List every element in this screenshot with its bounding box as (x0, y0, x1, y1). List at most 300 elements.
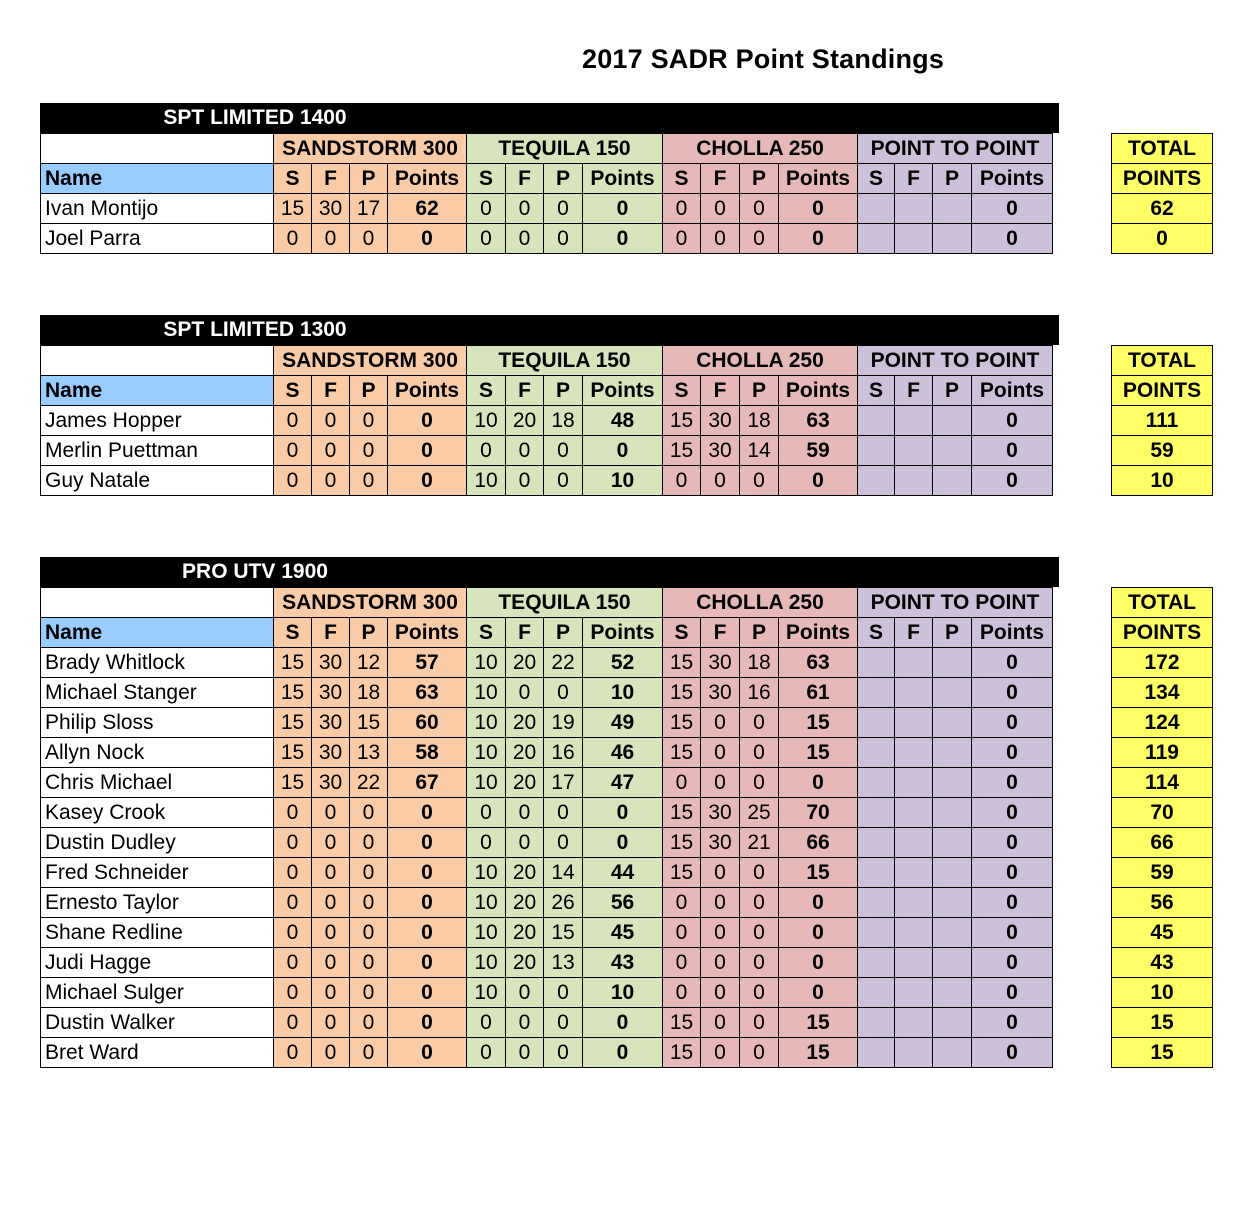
sandstorm-s-cell: 0 (274, 1008, 312, 1038)
total-points-table (1111, 587, 1213, 1068)
sandstorm-s-cell: 15 (274, 648, 312, 678)
total-row (1112, 678, 1213, 708)
point-to-point-p-cell (933, 708, 972, 738)
cholla-points-cell: 0 (779, 224, 858, 254)
f-column-header: F (701, 618, 740, 648)
point-to-point-points-cell: 0 (972, 888, 1053, 918)
table-row (41, 194, 1053, 224)
sandstorm-s-cell: 0 (274, 948, 312, 978)
cholla-points-cell: 0 (779, 888, 858, 918)
point-to-point-f-cell (895, 768, 933, 798)
table-row (41, 436, 1053, 466)
cholla-f-cell: 30 (701, 798, 740, 828)
point-to-point-p-cell (933, 918, 972, 948)
page-title: 2017 SADR Point Standings (582, 44, 945, 74)
total-row (1112, 738, 1213, 768)
cholla-p-cell: 0 (740, 224, 779, 254)
cholla-points-cell: 0 (779, 978, 858, 1008)
event-header-cholla: CHOLLA 250 (663, 588, 858, 618)
cholla-f-cell: 0 (701, 1008, 740, 1038)
point-to-point-f-cell (895, 436, 933, 466)
tequila-f-cell: 0 (506, 436, 544, 466)
total-points-cell: 45 (1112, 918, 1213, 948)
sandstorm-points-cell: 0 (388, 948, 467, 978)
sandstorm-f-cell: 0 (312, 406, 350, 436)
f-column-header: F (701, 164, 740, 194)
sandstorm-p-cell: 22 (350, 768, 388, 798)
racer-name: Fred Schneider (41, 858, 274, 888)
tequila-s-cell: 10 (467, 918, 506, 948)
cholla-p-cell: 16 (740, 678, 779, 708)
point-to-point-points-cell: 0 (972, 798, 1053, 828)
cholla-f-cell: 30 (701, 406, 740, 436)
point-to-point-p-cell (933, 978, 972, 1008)
tequila-f-cell: 20 (506, 406, 544, 436)
point-to-point-f-cell (895, 194, 933, 224)
total-points-table (1111, 133, 1213, 254)
point-to-point-s-cell (858, 648, 895, 678)
point-to-point-s-cell (858, 406, 895, 436)
total-points-cell: 10 (1112, 978, 1213, 1008)
point-to-point-f-cell (895, 978, 933, 1008)
tequila-points-cell: 47 (583, 768, 663, 798)
tequila-points-cell: 0 (583, 798, 663, 828)
total-points-cell: 56 (1112, 888, 1213, 918)
s-column-header: S (663, 618, 701, 648)
total-points-cell: 0 (1112, 224, 1213, 254)
total-row (1112, 194, 1213, 224)
sandstorm-s-cell: 0 (274, 798, 312, 828)
tequila-p-cell: 0 (544, 798, 583, 828)
cholla-f-cell: 0 (701, 466, 740, 496)
total-points-cell: 134 (1112, 678, 1213, 708)
point-to-point-s-cell (858, 738, 895, 768)
point-to-point-p-cell (933, 648, 972, 678)
total-row (1112, 948, 1213, 978)
cholla-s-cell: 15 (663, 1008, 701, 1038)
point-to-point-points-cell: 0 (972, 678, 1053, 708)
tequila-s-cell: 10 (467, 648, 506, 678)
f-column-header: F (312, 376, 350, 406)
point-to-point-s-cell (858, 798, 895, 828)
tequila-points-cell: 10 (583, 466, 663, 496)
point-to-point-points-cell: 0 (972, 828, 1053, 858)
cholla-s-cell: 15 (663, 678, 701, 708)
event-header-cholla: CHOLLA 250 (663, 134, 858, 164)
tequila-s-cell: 10 (467, 858, 506, 888)
sandstorm-f-cell: 0 (312, 888, 350, 918)
table-row (41, 1038, 1053, 1068)
racer-name: Michael Sulger (41, 978, 274, 1008)
event-header-tequila: TEQUILA 150 (467, 346, 663, 376)
p-column-header: P (933, 376, 972, 406)
class-banner (40, 315, 1059, 345)
point-to-point-points-cell: 0 (972, 648, 1053, 678)
cholla-f-cell: 0 (701, 1038, 740, 1068)
point-to-point-points-cell: 0 (972, 918, 1053, 948)
s-column-header: S (467, 618, 506, 648)
tequila-s-cell: 10 (467, 888, 506, 918)
standings-table (40, 587, 1053, 1068)
sandstorm-f-cell: 0 (312, 918, 350, 948)
event-header-row (41, 588, 1053, 618)
cholla-s-cell: 0 (663, 888, 701, 918)
tequila-s-cell: 0 (467, 1008, 506, 1038)
tequila-f-cell: 20 (506, 858, 544, 888)
f-column-header: F (701, 376, 740, 406)
f-column-header: F (506, 376, 544, 406)
sandstorm-points-cell: 0 (388, 858, 467, 888)
total-row (1112, 978, 1213, 1008)
sandstorm-points-cell: 62 (388, 194, 467, 224)
sandstorm-f-cell: 30 (312, 194, 350, 224)
column-header-row (41, 164, 1053, 194)
total-row (1112, 466, 1213, 496)
total-row (1112, 768, 1213, 798)
cholla-f-cell: 0 (701, 858, 740, 888)
sandstorm-s-cell: 0 (274, 978, 312, 1008)
point-to-point-p-cell (933, 888, 972, 918)
event-header-tequila: TEQUILA 150 (467, 134, 663, 164)
tequila-points-cell: 10 (583, 978, 663, 1008)
table-row (41, 678, 1053, 708)
name-column-header: Name (41, 376, 274, 406)
sandstorm-s-cell: 0 (274, 858, 312, 888)
cholla-points-cell: 0 (779, 948, 858, 978)
point-to-point-f-cell (895, 798, 933, 828)
tequila-f-cell: 20 (506, 768, 544, 798)
cholla-f-cell: 0 (701, 918, 740, 948)
point-to-point-s-cell (858, 436, 895, 466)
sandstorm-p-cell: 17 (350, 194, 388, 224)
total-points-cell: 124 (1112, 708, 1213, 738)
tequila-p-cell: 0 (544, 436, 583, 466)
cholla-points-cell: 15 (779, 858, 858, 888)
tequila-p-cell: 13 (544, 948, 583, 978)
tequila-f-cell: 0 (506, 466, 544, 496)
cholla-s-cell: 15 (663, 406, 701, 436)
cholla-s-cell: 0 (663, 194, 701, 224)
cholla-s-cell: 15 (663, 708, 701, 738)
sandstorm-points-cell: 0 (388, 1008, 467, 1038)
p-column-header: P (740, 164, 779, 194)
point-to-point-points-cell: 0 (972, 768, 1053, 798)
tequila-s-cell: 10 (467, 466, 506, 496)
racer-name: Ivan Montijo (41, 194, 274, 224)
total-header-row (1112, 346, 1213, 376)
event-header-point-to-point: POINT TO POINT (858, 346, 1053, 376)
racer-name: Kasey Crook (41, 798, 274, 828)
total-row (1112, 708, 1213, 738)
sandstorm-points-cell: 60 (388, 708, 467, 738)
class-banner (40, 103, 1059, 133)
racer-name: Dustin Walker (41, 1008, 274, 1038)
sandstorm-f-cell: 0 (312, 978, 350, 1008)
cholla-p-cell: 0 (740, 858, 779, 888)
tequila-p-cell: 0 (544, 1008, 583, 1038)
tequila-p-cell: 19 (544, 708, 583, 738)
tequila-s-cell: 0 (467, 828, 506, 858)
standings-table (40, 133, 1053, 254)
total-row (1112, 858, 1213, 888)
point-to-point-s-cell (858, 828, 895, 858)
event-header-row (41, 134, 1053, 164)
point-to-point-f-cell (895, 1008, 933, 1038)
racer-name: Guy Natale (41, 466, 274, 496)
sandstorm-p-cell: 0 (350, 466, 388, 496)
points-column-header: Points (388, 164, 467, 194)
cholla-points-cell: 15 (779, 1008, 858, 1038)
event-header-point-to-point: POINT TO POINT (858, 588, 1053, 618)
table-row (41, 858, 1053, 888)
cholla-points-cell: 15 (779, 738, 858, 768)
total-header-row (1112, 618, 1213, 648)
sandstorm-points-cell: 0 (388, 978, 467, 1008)
points-column-header: Points (583, 164, 663, 194)
tequila-points-cell: 49 (583, 708, 663, 738)
s-column-header: S (274, 618, 312, 648)
cholla-s-cell: 15 (663, 1038, 701, 1068)
total-header-line2: POINTS (1112, 164, 1213, 194)
tequila-f-cell: 20 (506, 948, 544, 978)
sandstorm-p-cell: 13 (350, 738, 388, 768)
points-column-header: Points (779, 618, 858, 648)
total-row (1112, 828, 1213, 858)
event-header-cholla: CHOLLA 250 (663, 346, 858, 376)
p-column-header: P (350, 618, 388, 648)
cholla-points-cell: 70 (779, 798, 858, 828)
point-to-point-points-cell: 0 (972, 466, 1053, 496)
point-to-point-p-cell (933, 406, 972, 436)
sandstorm-points-cell: 0 (388, 828, 467, 858)
cholla-points-cell: 59 (779, 436, 858, 466)
total-row (1112, 798, 1213, 828)
tequila-f-cell: 20 (506, 708, 544, 738)
sandstorm-f-cell: 0 (312, 858, 350, 888)
table-row (41, 708, 1053, 738)
column-header-row (41, 618, 1053, 648)
racer-name: Brady Whitlock (41, 648, 274, 678)
points-column-header: Points (583, 376, 663, 406)
cholla-f-cell: 0 (701, 194, 740, 224)
tequila-p-cell: 22 (544, 648, 583, 678)
total-points-cell: 59 (1112, 858, 1213, 888)
cholla-points-cell: 66 (779, 828, 858, 858)
tequila-points-cell: 56 (583, 888, 663, 918)
tequila-f-cell: 0 (506, 224, 544, 254)
points-column-header: Points (779, 164, 858, 194)
sandstorm-p-cell: 0 (350, 406, 388, 436)
total-points-cell: 10 (1112, 466, 1213, 496)
tequila-s-cell: 0 (467, 194, 506, 224)
tequila-p-cell: 0 (544, 194, 583, 224)
total-header-line1: TOTAL (1112, 134, 1213, 164)
tequila-f-cell: 20 (506, 738, 544, 768)
cholla-f-cell: 0 (701, 224, 740, 254)
point-to-point-p-cell (933, 466, 972, 496)
sandstorm-p-cell: 12 (350, 648, 388, 678)
class-name: SPT LIMITED 1400 (163, 106, 347, 129)
tequila-f-cell: 0 (506, 798, 544, 828)
total-header-line1: TOTAL (1112, 346, 1213, 376)
point-to-point-s-cell (858, 858, 895, 888)
cholla-p-cell: 0 (740, 1008, 779, 1038)
sandstorm-f-cell: 30 (312, 708, 350, 738)
table-row (41, 466, 1053, 496)
tequila-p-cell: 0 (544, 224, 583, 254)
cholla-p-cell: 0 (740, 888, 779, 918)
tequila-points-cell: 0 (583, 1038, 663, 1068)
points-column-header: Points (583, 618, 663, 648)
cholla-points-cell: 0 (779, 768, 858, 798)
cholla-p-cell: 0 (740, 466, 779, 496)
blank-header-cell (41, 134, 274, 164)
f-column-header: F (506, 164, 544, 194)
point-to-point-points-cell: 0 (972, 708, 1053, 738)
total-header-row (1112, 376, 1213, 406)
tequila-p-cell: 15 (544, 918, 583, 948)
sandstorm-s-cell: 0 (274, 918, 312, 948)
total-points-cell: 119 (1112, 738, 1213, 768)
sandstorm-f-cell: 0 (312, 436, 350, 466)
tequila-f-cell: 20 (506, 918, 544, 948)
tequila-f-cell: 0 (506, 1038, 544, 1068)
point-to-point-points-cell: 0 (972, 406, 1053, 436)
sandstorm-points-cell: 0 (388, 918, 467, 948)
sandstorm-p-cell: 0 (350, 436, 388, 466)
total-points-cell: 111 (1112, 406, 1213, 436)
f-column-header: F (506, 618, 544, 648)
point-to-point-s-cell (858, 978, 895, 1008)
sandstorm-f-cell: 0 (312, 1008, 350, 1038)
s-column-header: S (858, 376, 895, 406)
tequila-points-cell: 10 (583, 678, 663, 708)
sandstorm-s-cell: 15 (274, 768, 312, 798)
p-column-header: P (740, 376, 779, 406)
point-to-point-f-cell (895, 888, 933, 918)
f-column-header: F (312, 618, 350, 648)
f-column-header: F (312, 164, 350, 194)
cholla-s-cell: 0 (663, 224, 701, 254)
cholla-s-cell: 0 (663, 948, 701, 978)
sandstorm-f-cell: 0 (312, 466, 350, 496)
racer-name: Merlin Puettman (41, 436, 274, 466)
tequila-p-cell: 26 (544, 888, 583, 918)
class-name: SPT LIMITED 1300 (163, 318, 347, 341)
sandstorm-s-cell: 15 (274, 738, 312, 768)
p-column-header: P (933, 164, 972, 194)
point-to-point-s-cell (858, 678, 895, 708)
points-column-header: Points (779, 376, 858, 406)
racer-name: Michael Stanger (41, 678, 274, 708)
sandstorm-s-cell: 0 (274, 1038, 312, 1068)
f-column-header: F (895, 376, 933, 406)
sandstorm-f-cell: 30 (312, 678, 350, 708)
table-row (41, 1008, 1053, 1038)
sandstorm-f-cell: 0 (312, 948, 350, 978)
tequila-p-cell: 16 (544, 738, 583, 768)
point-to-point-p-cell (933, 678, 972, 708)
event-header-row (41, 346, 1053, 376)
point-to-point-points-cell: 0 (972, 1038, 1053, 1068)
sandstorm-f-cell: 0 (312, 798, 350, 828)
point-to-point-points-cell: 0 (972, 194, 1053, 224)
point-to-point-p-cell (933, 1038, 972, 1068)
table-row (41, 918, 1053, 948)
tequila-f-cell: 0 (506, 1008, 544, 1038)
total-row (1112, 1008, 1213, 1038)
tequila-points-cell: 43 (583, 948, 663, 978)
event-header-point-to-point: POINT TO POINT (858, 134, 1053, 164)
tequila-p-cell: 0 (544, 678, 583, 708)
sandstorm-f-cell: 30 (312, 648, 350, 678)
tequila-points-cell: 45 (583, 918, 663, 948)
blank-header-cell (41, 588, 274, 618)
total-row (1112, 406, 1213, 436)
cholla-p-cell: 14 (740, 436, 779, 466)
total-header-row (1112, 164, 1213, 194)
tequila-p-cell: 0 (544, 978, 583, 1008)
tequila-f-cell: 0 (506, 678, 544, 708)
cholla-p-cell: 0 (740, 918, 779, 948)
sandstorm-p-cell: 0 (350, 1008, 388, 1038)
cholla-s-cell: 15 (663, 858, 701, 888)
tequila-p-cell: 0 (544, 466, 583, 496)
standings-table (40, 345, 1053, 496)
cholla-f-cell: 30 (701, 678, 740, 708)
table-row (41, 828, 1053, 858)
tequila-p-cell: 0 (544, 828, 583, 858)
sandstorm-p-cell: 0 (350, 224, 388, 254)
sandstorm-p-cell: 0 (350, 1038, 388, 1068)
sandstorm-p-cell: 15 (350, 708, 388, 738)
table-row (41, 948, 1053, 978)
points-column-header: Points (388, 376, 467, 406)
total-points-cell: 15 (1112, 1038, 1213, 1068)
tequila-p-cell: 18 (544, 406, 583, 436)
cholla-p-cell: 0 (740, 768, 779, 798)
point-to-point-points-cell: 0 (972, 224, 1053, 254)
tequila-s-cell: 10 (467, 768, 506, 798)
table-row (41, 888, 1053, 918)
point-to-point-f-cell (895, 858, 933, 888)
p-column-header: P (544, 618, 583, 648)
point-to-point-p-cell (933, 858, 972, 888)
point-to-point-s-cell (858, 1038, 895, 1068)
cholla-s-cell: 15 (663, 828, 701, 858)
total-points-cell: 62 (1112, 194, 1213, 224)
total-row (1112, 224, 1213, 254)
s-column-header: S (467, 376, 506, 406)
name-column-header: Name (41, 164, 274, 194)
point-to-point-f-cell (895, 708, 933, 738)
cholla-s-cell: 15 (663, 648, 701, 678)
cholla-points-cell: 63 (779, 648, 858, 678)
sandstorm-s-cell: 0 (274, 436, 312, 466)
s-column-header: S (274, 164, 312, 194)
point-to-point-f-cell (895, 406, 933, 436)
sandstorm-points-cell: 0 (388, 436, 467, 466)
column-header-row (41, 376, 1053, 406)
s-column-header: S (274, 376, 312, 406)
s-column-header: S (858, 164, 895, 194)
sandstorm-points-cell: 0 (388, 466, 467, 496)
cholla-p-cell: 21 (740, 828, 779, 858)
point-to-point-f-cell (895, 918, 933, 948)
points-column-header: Points (388, 618, 467, 648)
point-to-point-points-cell: 0 (972, 978, 1053, 1008)
cholla-p-cell: 0 (740, 1038, 779, 1068)
